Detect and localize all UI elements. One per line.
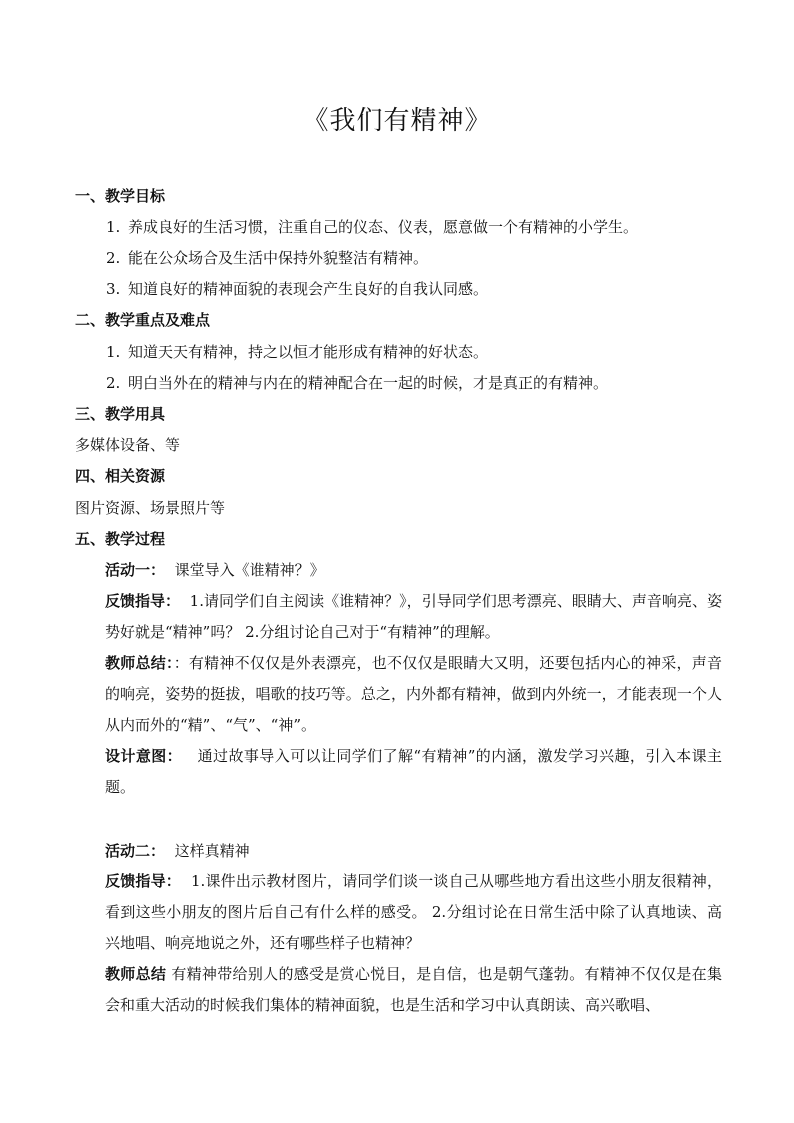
list-item — [106, 217, 638, 237]
activity-label: 活动一： — [105, 561, 166, 579]
list-number: 2. — [106, 374, 121, 392]
section-heading-objectives: 一、教学目标 — [75, 187, 166, 205]
list-number: 2. — [106, 249, 121, 267]
activity-2-feedback — [105, 866, 722, 959]
section-heading-key-points: 二、教学重点及难点 — [75, 311, 211, 329]
activity-1-summary — [105, 648, 722, 741]
activity-2-header — [105, 841, 250, 861]
list-item — [106, 373, 608, 393]
tools-text: 多媒体设备、等 — [75, 436, 181, 454]
list-text: 知道良好的精神面貌的表现会产生良好的自我认同感。 — [128, 280, 489, 298]
feedback-label: 反馈指导： — [105, 872, 181, 890]
section-heading-tools: 三、教学用具 — [75, 405, 166, 423]
activity-title: 这样真精神 — [174, 842, 250, 860]
section-heading-resources: 四、相关资源 — [75, 467, 166, 485]
activity-2-summary — [105, 959, 722, 1021]
summary-label: 教师总结： — [105, 654, 174, 672]
feedback-text: 1.请同学们自主阅读《谁精神？》，引导同学们思考漂亮、眼睛大、声音响亮、姿势好就是“精神”吗？ 2.分组讨论自己对于“有精神”的理解。 — [105, 592, 722, 641]
list-text: 知道天天有精神，持之以恒才能形成有精神的好状态。 — [128, 343, 489, 361]
activity-label: 活动二： — [105, 842, 166, 860]
list-text: 明白当外在的精神与内在的精神配合在一起的时候，才是真正的有精神。 — [128, 374, 609, 392]
list-item — [106, 248, 428, 268]
feedback-text: 1.课件出示教材图片，请同学们谈一谈自己从哪些地方看出这些小朋友很精神，看到这些小朋友的图片后自己有什么样的感受。 2.分组讨论在日常生活中除了认真地读、高兴地唱、响亮地说之外，还有哪些样子也精神？ — [105, 872, 722, 952]
design-text: 通过故事导入可以让同学们了解“有精神”的内涵，激发学习兴趣，引入本课主题。 — [105, 747, 722, 796]
list-number: 3. — [106, 280, 121, 298]
activity-1-feedback — [105, 586, 722, 648]
list-text: 能在公众场合及生活中保持外貌整洁有精神。 — [128, 249, 429, 267]
page-title: 《我们有精神》 — [302, 106, 492, 136]
summary-text: ：有精神不仅仅是外表漂亮，也不仅仅是眼睛大又明，还要包括内心的神采，声音的响亮，姿势的挺拔，唱歌的技巧等。总之，内外都有精神，做到内外统一，才能表现一个人从内而外的“精”、“气”、“神”。 — [105, 654, 722, 734]
summary-text: 有精神带给别人的感受是赏心悦目，是自信，也是朝气蓬勃。有精神不仅仅是在集会和重大活动的时候我们集体的精神面貌，也是生活和学习中认真朗读、高兴歌唱、 — [105, 965, 722, 1014]
list-item — [106, 342, 488, 362]
activity-1-design — [105, 741, 722, 803]
list-item — [106, 279, 488, 299]
list-text: 养成良好的生活习惯，注重自己的仪态、仪表，愿意做一个有精神的小学生。 — [128, 218, 639, 236]
summary-label: 教师总结 — [105, 965, 167, 983]
list-number: 1. — [106, 218, 121, 236]
list-number: 1. — [106, 343, 121, 361]
section-heading-process: 五、教学过程 — [75, 530, 166, 548]
resources-text: 图片资源、场景照片等 — [75, 499, 226, 517]
activity-1-header — [105, 560, 325, 580]
feedback-label: 反馈指导： — [105, 592, 181, 610]
activity-title: 课堂导入《谁精神？》 — [174, 561, 325, 579]
design-label: 设计意图： — [105, 747, 183, 765]
